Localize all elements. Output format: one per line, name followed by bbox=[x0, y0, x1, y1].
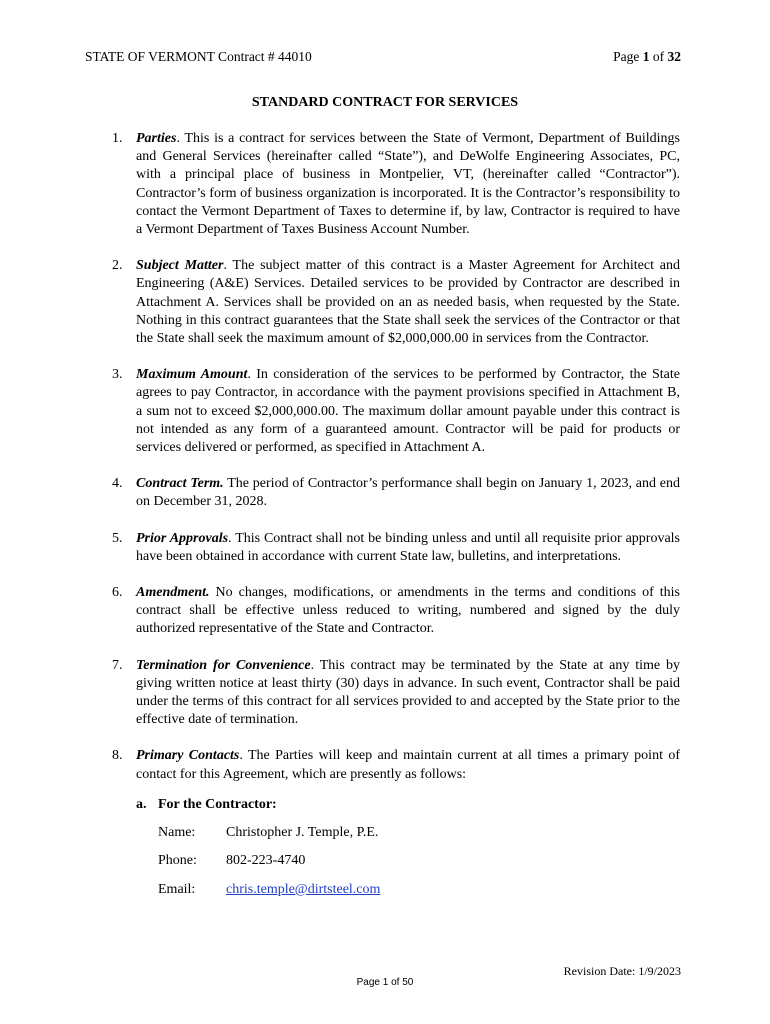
section-text: No changes, modifications, or amendments in the terms and conditions of this contract shall be effective unless reduced to writing, numbered and signed by the duly authorized representative of the State and Contractor. bbox=[136, 585, 681, 637]
section-label: Parties bbox=[136, 131, 177, 146]
header-page-total: 32 bbox=[667, 49, 681, 64]
section-label: Subject Matter bbox=[136, 258, 224, 274]
section-label: Amendment. bbox=[136, 585, 210, 601]
contact-email-link[interactable]: chris.temple@dirtsteel.com bbox=[226, 881, 381, 897]
sub-item-letter: a. bbox=[136, 796, 147, 812]
section-prior-approvals bbox=[112, 530, 680, 566]
contact-name-value: Christopher J. Temple, P.E. bbox=[226, 825, 379, 841]
document-title: STANDARD CONTRACT FOR SERVICES bbox=[251, 95, 519, 110]
contact-phone-row bbox=[158, 852, 680, 870]
section-label-suffix: . bbox=[228, 530, 236, 546]
section-amendment bbox=[112, 584, 680, 639]
section-subject-matter bbox=[112, 257, 680, 348]
header-page-number bbox=[613, 49, 681, 65]
section-label: Prior Approvals bbox=[136, 530, 229, 546]
footer-page-number: Page 1 of 50 bbox=[356, 977, 414, 988]
contact-phone-label: Phone: bbox=[158, 853, 197, 869]
sub-item-heading: For the Contractor: bbox=[158, 796, 277, 812]
section-maximum-amount bbox=[112, 366, 680, 457]
section-contract-term bbox=[112, 475, 680, 511]
contact-name-label: Name: bbox=[158, 825, 196, 841]
contact-name-row bbox=[158, 824, 680, 842]
section-parties bbox=[112, 130, 680, 239]
contractor-contact-heading bbox=[112, 796, 680, 814]
section-label: Contract Term. bbox=[136, 476, 224, 492]
section-label-suffix: . bbox=[176, 131, 185, 146]
section-text: The Parties will keep and maintain current at all times a primary point of contact for this Agreement, which are presently as follows: bbox=[136, 748, 680, 782]
section-number: 2. bbox=[112, 258, 123, 274]
section-label-suffix: . bbox=[310, 657, 320, 673]
section-label-suffix: . bbox=[247, 367, 257, 383]
contact-email-label: Email: bbox=[158, 881, 196, 897]
section-number: 6. bbox=[112, 585, 123, 601]
section-text: The period of Contractor’s performance shall begin on January 1, 2023, and end on December 31, 2028. bbox=[136, 476, 680, 510]
document-body bbox=[112, 130, 680, 899]
header-page-prefix: Page bbox=[613, 49, 643, 64]
contact-phone-value: 802-223-4740 bbox=[226, 853, 306, 869]
section-number: 4. bbox=[112, 476, 123, 492]
section-text: This contract may be terminated by the State at any time by giving written notice at least thirty (30) days in advance. In such event, Contractor shall be paid under the terms of this contract for all services provided to and accepted by the State prior to the effective date of termination. bbox=[136, 657, 680, 728]
section-label: Primary Contacts bbox=[136, 748, 240, 764]
section-label-suffix: . bbox=[239, 748, 248, 764]
section-label: Maximum Amount bbox=[136, 367, 248, 383]
section-number: 5. bbox=[112, 530, 123, 546]
header-contract-number: STATE OF VERMONT Contract # 44010 bbox=[85, 49, 312, 64]
section-label: Termination for Convenience bbox=[136, 657, 311, 673]
section-text: This is a contract for services between the State of Vermont, Department of Buildings and General Services (hereinafter called “State”), and DeWolfe Engineering Associates, PC, with a principal place of business in Montpelier, VT, (hereinafter called “Contractor”). Contractor’s form of business organization is incorporated. It is the Contractor’s responsibility to contact the Vermont Department of Taxes to determine if, by law, Contractor is required to have a Vermont Department of Taxes Business Account Number. bbox=[136, 131, 680, 238]
section-number: 1. bbox=[112, 131, 123, 146]
section-text: The subject matter of this contract is a Master Agreement for Architect and Engineering (A&E) Services. Detailed services to be provided by Contractor are described in Attachment A. Services shall be provided on an as needed basis, when requested by the State. Nothing in this contract guarantees that the State shall seek the services of the Contractor or that the State shall seek the maximum amount of $2,000,000.00 in services from the Contractor. bbox=[136, 258, 681, 347]
section-number: 3. bbox=[112, 367, 123, 383]
revision-date: Revision Date: 1/9/2023 bbox=[563, 964, 681, 978]
header-page-of: of bbox=[649, 49, 668, 64]
section-label-suffix: . bbox=[223, 258, 233, 274]
section-number: 8. bbox=[112, 748, 123, 764]
section-text: In consideration of the services to be performed by Contractor, the State agrees to pay Contractor, in accordance with the payment provisions specified in Attachment B, a sum not to exceed $2,000,000.00. The maximum dollar amount payable under this contract is not intended as any form of a guaranteed amount. Contractor will be paid for products or services delivered or performed, as specified in Attachment A. bbox=[136, 367, 681, 456]
section-number: 7. bbox=[112, 657, 123, 673]
header-page-current: 1 bbox=[642, 49, 650, 64]
section-primary-contacts bbox=[112, 747, 680, 783]
section-text: This Contract shall not be binding unless and until all requisite prior approvals have been obtained in accordance with current State law, bulletins, and interpretations. bbox=[136, 530, 680, 564]
contact-email-row bbox=[158, 881, 680, 899]
section-termination-for-convenience bbox=[112, 657, 680, 730]
